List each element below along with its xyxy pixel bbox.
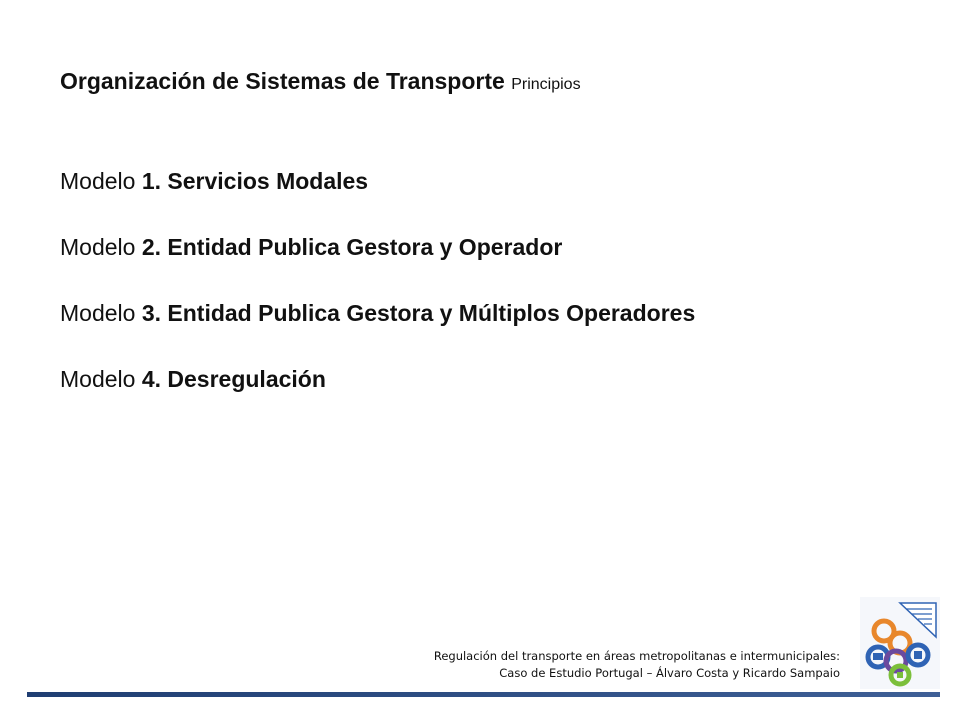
model-prefix: Modelo: [60, 234, 136, 260]
footer-line-2: Caso de Estudio Portugal – Álvaro Costa y Ricardo Sampaio: [499, 666, 840, 680]
model-list: [60, 164, 695, 428]
model-item: [60, 296, 695, 362]
slide-title: [60, 68, 581, 95]
model-prefix: Modelo: [60, 366, 136, 392]
model-name: 1. Servicios Modales: [141, 168, 369, 194]
conference-logo-icon: [860, 597, 940, 689]
model-item: [60, 362, 695, 428]
model-item: [60, 230, 695, 296]
model-item: [60, 164, 695, 230]
model-name: 4. Desregulación: [141, 366, 326, 392]
footer-line-1: Regulación del transporte en áreas metropolitanas e intermunicipales:: [433, 649, 840, 663]
footer-citation: [434, 648, 840, 682]
slide-title-main: Organización de Sistemas de Transporte: [60, 68, 505, 94]
model-prefix: Modelo: [60, 300, 136, 326]
bottom-accent-bar: [27, 692, 940, 697]
model-name: 2. Entidad Publica Gestora y Operador: [141, 234, 563, 260]
model-prefix: Modelo: [60, 168, 136, 194]
slide-title-subtitle: Principios: [511, 76, 581, 93]
model-name: 3. Entidad Publica Gestora y Múltiplos Operadores: [141, 300, 696, 326]
